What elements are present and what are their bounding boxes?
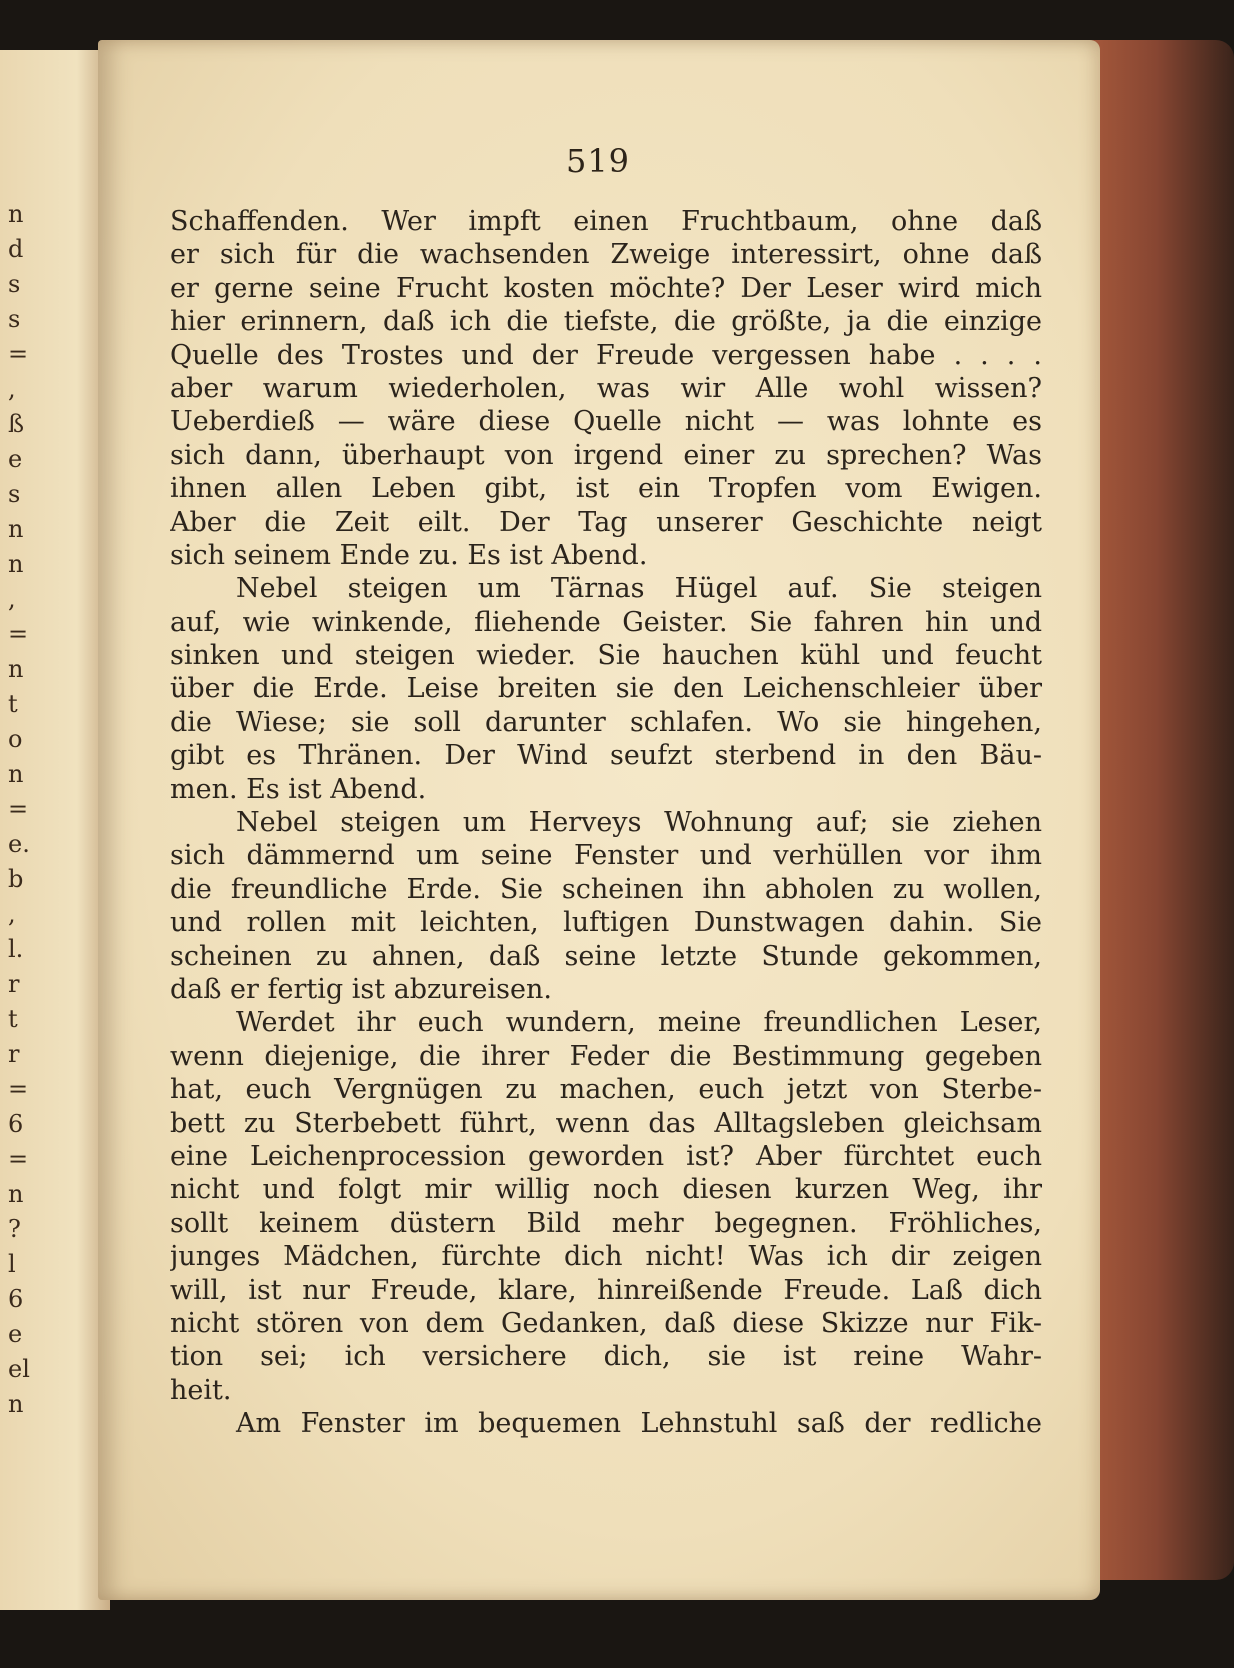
text-line: die Wiese; sie soll darunter schlafen. Wo sie hingehen, — [170, 706, 1042, 738]
left-page-glyph: n — [8, 1390, 24, 1418]
left-page-glyph: n — [8, 550, 24, 578]
text-line: nicht und folgt mir willig noch diesen kurzen Weg, ihr — [170, 1174, 1042, 1206]
left-page-glyph: s — [8, 305, 21, 333]
text-line: Ueberdieß — wäre diese Quelle nicht — was lohnte es — [170, 406, 1042, 438]
text-line: bett zu Sterbebett führt, wenn das Alltagsleben gleichsam — [170, 1107, 1042, 1139]
left-page-glyph: n — [8, 655, 24, 683]
text-line: über die Erde. Leise breiten sie den Leichenschleier über — [170, 673, 1042, 705]
text-line: hier erinnern, daß ich die tiefste, die größte, ja die einzige — [170, 306, 1042, 338]
left-page-glyph: , — [8, 900, 16, 928]
text-line: die freundliche Erde. Sie scheinen ihn abholen zu wollen, — [170, 873, 1042, 905]
text-line: heit. — [170, 1374, 232, 1406]
left-page-glyph: e. — [8, 830, 30, 858]
left-page-glyph: n — [8, 1180, 24, 1208]
text-line: wenn diejenige, die ihrer Feder die Bestimmung gegeben — [170, 1040, 1042, 1072]
left-page-glyph: n — [8, 515, 24, 543]
page-text — [170, 205, 1042, 1440]
left-page-glyph: , — [8, 585, 16, 613]
left-page-glyph: s — [8, 480, 21, 508]
text-line: daß er fertig ist abzureisen. — [170, 973, 552, 1005]
left-page-glyph: t — [8, 690, 18, 718]
left-page-glyph: d — [8, 235, 24, 263]
text-line: sich dämmernd um seine Fenster und verhüllen vor ihm — [170, 840, 1042, 872]
text-line: sich dann, überhaupt von irgend einer zu sprechen? Was — [170, 439, 1042, 471]
left-page-glyph: = — [8, 620, 29, 648]
book-page — [98, 40, 1100, 1600]
text-line: aber warum wiederholen, was wir Alle wohl wissen? — [170, 372, 1042, 404]
left-page-glyph: = — [8, 1075, 29, 1103]
text-line: Quelle des Trostes und der Freude vergessen habe . . . . — [170, 339, 1042, 371]
left-page-glyph: = — [8, 340, 29, 368]
text-line: Aber die Zeit eilt. Der Tag unserer Geschichte neigt — [170, 506, 1042, 538]
left-page-glyph: 6 — [8, 1285, 24, 1313]
left-page-glyph: el — [8, 1355, 30, 1383]
left-page-glyph: r — [8, 1040, 20, 1068]
text-line: gibt es Thränen. Der Wind seufzt sterbend in den Bäu- — [170, 740, 1042, 772]
text-line: tion sei; ich versichere dich, sie ist reine Wahr- — [170, 1341, 1042, 1373]
text-line: men. Es ist Abend. — [170, 773, 427, 805]
text-line: Nebel steigen um Herveys Wohnung auf; sie ziehen — [236, 807, 1042, 839]
left-page-glyph: s — [8, 270, 21, 298]
left-page-glyph: = — [8, 795, 29, 823]
text-line: scheinen zu ahnen, daß seine letzte Stunde gekommen, — [170, 940, 1042, 972]
text-line: er sich für die wachsenden Zweige interessirt, ohne daß — [170, 239, 1042, 271]
text-line: Werdet ihr euch wundern, meine freundlichen Leser, — [236, 1007, 1042, 1039]
left-page-glyph: t — [8, 1005, 18, 1033]
page-number: 519 — [565, 142, 631, 180]
left-page-glyph: 6 — [8, 1110, 24, 1138]
left-page-glyph: r — [8, 970, 20, 998]
text-line: sollt keinem düstern Bild mehr begegnen. Fröhliches, — [170, 1207, 1042, 1239]
left-page-glyph: l — [8, 1250, 16, 1278]
left-page-glyph: ß — [8, 410, 25, 438]
text-line: und rollen mit leichten, luftigen Dunstwagen dahin. Sie — [170, 907, 1042, 939]
text-line: Schaffenden. Wer impft einen Fruchtbaum, ohne daß — [170, 206, 1042, 237]
text-line: sinken und steigen wieder. Sie hauchen kühl und feucht — [170, 640, 1042, 672]
text-line: hat, euch Vergnügen zu machen, euch jetzt von Sterbe- — [170, 1074, 1042, 1106]
text-line: er gerne seine Frucht kosten möchte? Der Leser wird mich — [170, 272, 1042, 304]
left-page-glyph: n — [8, 760, 24, 788]
text-line: will, ist nur Freude, klare, hinreißende Freude. Laß dich — [170, 1274, 1042, 1306]
left-page-glyph: o — [8, 725, 23, 753]
text-line: sich seinem Ende zu. Es ist Abend. — [170, 539, 648, 571]
text-line: eine Leichenprocession geworden ist? Aber fürchtet euch — [170, 1140, 1042, 1172]
text-line: Am Fenster im bequemen Lehnstuhl saß der redliche — [236, 1408, 1042, 1440]
left-page-glyph: ? — [8, 1215, 21, 1243]
text-line: Nebel steigen um Tärnas Hügel auf. Sie steigen — [236, 573, 1042, 605]
left-page-glyph: = — [8, 1145, 29, 1173]
left-page-glyph: l. — [8, 935, 24, 963]
text-line: nicht stören von dem Gedanken, daß diese Skizze nur Fik- — [170, 1307, 1042, 1339]
left-page-glyph: e — [8, 1320, 23, 1348]
text-line: auf, wie winkende, fliehende Geister. Sie fahren hin und — [170, 606, 1042, 638]
text-line: ihnen allen Leben gibt, ist ein Tropfen vom Ewigen. — [170, 473, 1042, 505]
left-page-glyph: e — [8, 445, 23, 473]
left-page-glyph: , — [8, 375, 16, 403]
left-page-fragment — [0, 50, 110, 1610]
text-line: junges Mädchen, fürchte dich nicht! Was ich dir zeigen — [170, 1241, 1042, 1273]
left-page-glyph: n — [8, 200, 24, 228]
left-page-glyph: b — [8, 865, 24, 893]
